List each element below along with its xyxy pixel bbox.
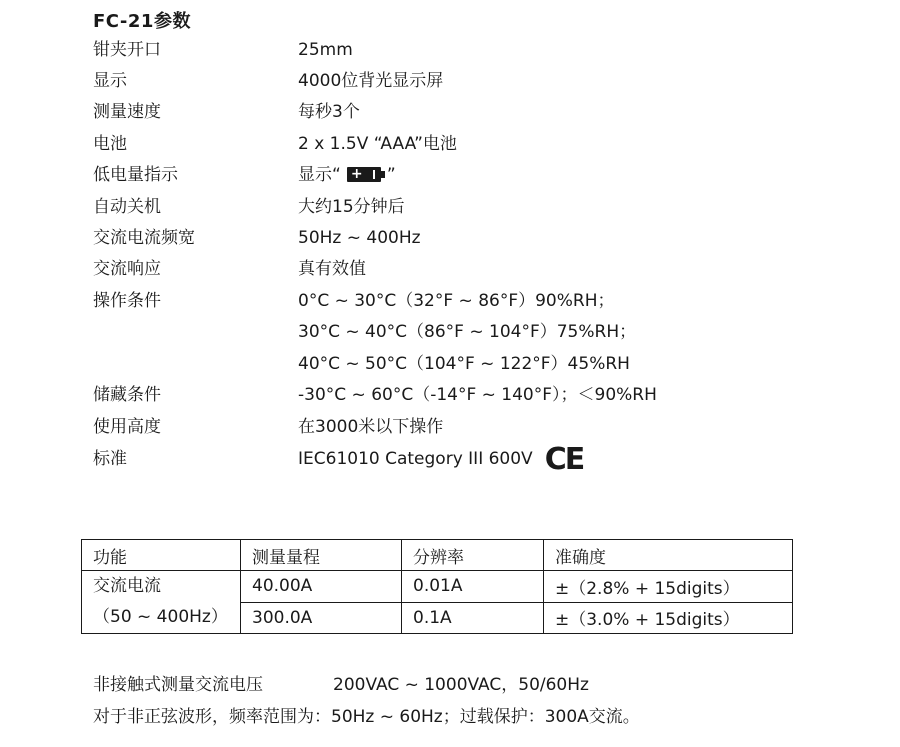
spec-value: 0°C ~ 30°C（32°F ~ 86°F）90%RH；	[298, 291, 615, 311]
spec-row	[93, 223, 793, 254]
spec-label: 电池	[93, 134, 127, 154]
spec-value: 40°C ~ 50°C（104°F ~ 122°F）45%RH	[298, 354, 630, 374]
spec-row	[93, 444, 793, 475]
spec-value: 4000位背光显示屏	[298, 71, 444, 91]
spec-label: 自动关机	[93, 197, 161, 217]
spec-value-prefix: 显示“	[298, 165, 341, 185]
spec-value	[298, 444, 583, 475]
spec-label: 测量速度	[93, 102, 161, 122]
spec-row	[93, 349, 793, 380]
function-line: （50 ~ 400Hz）	[93, 607, 228, 627]
spec-value-suffix: ”	[386, 165, 396, 185]
spec-label: 标准	[93, 449, 127, 469]
function-cell	[82, 571, 241, 634]
resolution-cell: 0.1A	[402, 602, 544, 634]
spec-row	[93, 66, 793, 97]
footer-note: 对于非正弦波形，频率范围为：50Hz ~ 60Hz；过载保护：300A交流。	[93, 707, 640, 727]
spec-row	[93, 97, 793, 128]
spec-row	[93, 380, 793, 411]
spec-label: 使用高度	[93, 417, 161, 437]
spec-row	[93, 286, 793, 317]
spec-row	[93, 317, 793, 348]
range-cell: 300.0A	[241, 602, 402, 634]
spec-value: 30°C ~ 40°C（86°F ~ 104°F）75%RH；	[298, 322, 637, 342]
spec-label: 钳夹开口	[93, 40, 161, 60]
table-row	[82, 571, 793, 603]
spec-row	[93, 254, 793, 285]
table-header: 功能	[82, 540, 241, 571]
spec-label: 显示	[93, 71, 127, 91]
table-header-row	[82, 540, 793, 571]
range-cell: 40.00A	[241, 571, 402, 603]
accuracy-cell: ±（3.0% + 15digits）	[544, 602, 793, 634]
spec-value: 2 x 1.5V “AAA”电池	[298, 134, 457, 154]
spec-value: -30°C ~ 60°C（-14°F ~ 140°F）；＜90%RH	[298, 385, 657, 405]
resolution-cell: 0.01A	[402, 571, 544, 603]
spec-row	[93, 192, 793, 223]
spec-row	[93, 412, 793, 443]
ncv-label: 非接触式测量交流电压	[93, 675, 263, 695]
spec-row	[93, 35, 793, 66]
spec-label: 低电量指示	[93, 165, 178, 185]
ncv-line	[93, 670, 589, 695]
spec-value: 真有效值	[298, 259, 366, 279]
spec-value: 25mm	[298, 40, 353, 60]
spec-label: 交流响应	[93, 259, 161, 279]
standard-text: IEC61010 Category III 600V	[298, 449, 533, 469]
spec-value: 每秒3个	[298, 102, 360, 122]
table-header: 准确度	[544, 540, 793, 571]
accuracy-cell: ±（2.8% + 15digits）	[544, 571, 793, 603]
spec-value	[298, 160, 396, 191]
spec-label: 交流电流频宽	[93, 228, 195, 248]
ncv-value: 200VAC ~ 1000VAC，50/60Hz	[333, 675, 589, 695]
table-header: 测量量程	[241, 540, 402, 571]
ce-mark: CE	[544, 442, 584, 477]
spec-row	[93, 160, 793, 191]
spec-value: 在3000米以下操作	[298, 417, 444, 437]
spec-label: 操作条件	[93, 291, 161, 311]
accuracy-table	[81, 539, 793, 634]
spec-row	[93, 129, 793, 160]
function-line: 交流电流	[93, 576, 161, 596]
table-header: 分辨率	[402, 540, 544, 571]
spec-label: 储藏条件	[93, 385, 161, 405]
page-title: FC-21参数	[93, 11, 191, 32]
battery-icon: +	[347, 167, 381, 182]
spec-value: 50Hz ~ 400Hz	[298, 228, 421, 248]
spec-value: 大约15分钟后	[298, 197, 405, 217]
